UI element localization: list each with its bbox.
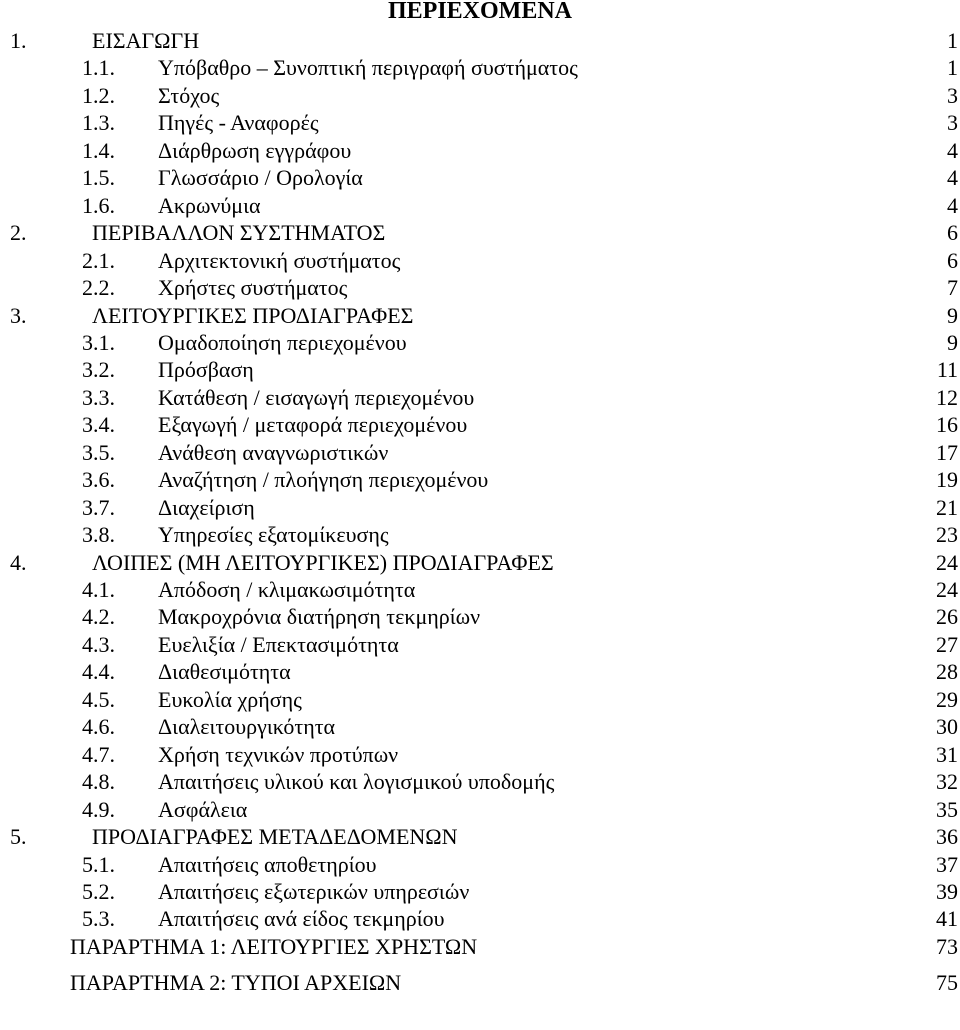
toc-entry-page: 28 <box>936 659 958 685</box>
toc-entry-page: 26 <box>936 604 958 630</box>
toc-entry-page: 9 <box>947 329 958 355</box>
toc-entry-label: Απόδοση / κλιμακωσιμότητα <box>158 577 416 602</box>
toc-entry-number: 3.5. <box>82 439 115 465</box>
toc-entry-number: 3.6. <box>82 467 115 493</box>
toc-dot-leader <box>158 816 920 818</box>
toc-entry[interactable] <box>0 768 960 796</box>
toc-entry-label: Υπηρεσίες εξατομίκευσης <box>158 522 389 548</box>
toc-entry[interactable] <box>0 686 960 714</box>
toc-entry-label: Χρήση τεχνικών προτύπων <box>158 741 399 767</box>
toc-entry-number: 2. <box>10 220 27 246</box>
toc-dot-leader <box>158 212 920 214</box>
toc-entry-number: 4.8. <box>82 769 115 795</box>
toc-entry-number: 4.1. <box>82 577 115 602</box>
toc-entry-label: Ασφάλεια <box>158 796 248 822</box>
toc-entry-label: Διαλειτουργικότητα <box>158 714 336 740</box>
toc-entry-number: 3. <box>10 302 27 328</box>
toc-entry-page: 7 <box>947 275 958 301</box>
toc-entry[interactable] <box>0 631 960 659</box>
toc-entry[interactable] <box>0 356 960 384</box>
toc-entry-page: 12 <box>936 384 958 410</box>
toc-entry-page: 75 <box>936 970 958 995</box>
toc-entry-page: 3 <box>947 110 958 136</box>
toc-entry[interactable] <box>0 823 960 851</box>
toc-entry-number: 4.5. <box>82 686 115 712</box>
toc-entry-number: 5.1. <box>82 851 115 877</box>
toc-entry-label: Αρχιτεκτονική συστήματος <box>158 247 401 273</box>
toc-entry-label: Ανάθεση αναγνωριστικών <box>158 439 389 465</box>
toc-entry-page: 1 <box>947 28 958 53</box>
toc-entry[interactable] <box>0 969 960 997</box>
toc-entry-page: 6 <box>947 220 958 246</box>
toc-entry-label: ΛΟΙΠΕΣ (ΜΗ ΛΕΙΤΟΥΡΓΙΚΕΣ) ΠΡΟΔΙΑΓΡΑΦΕΣ <box>92 549 554 575</box>
toc-entry-page: 35 <box>936 796 958 822</box>
toc-entry-label: Ακρωνύμια <box>158 192 261 218</box>
toc-entry[interactable] <box>0 576 960 604</box>
toc-entry-number: 4.3. <box>82 631 115 657</box>
toc-entry-number: 1.3. <box>82 110 115 136</box>
toc-entry-label: ΛΕΙΤΟΥΡΓΙΚΕΣ ΠΡΟΔΙΑΓΡΑΦΕΣ <box>92 302 414 328</box>
toc-entry[interactable] <box>0 411 960 439</box>
toc-entry-label: Διάρθρωση εγγράφου <box>158 137 352 163</box>
toc-entry-label: Υπόβαθρο – Συνοπτική περιγραφή συστήματος <box>158 55 578 81</box>
toc-entry[interactable] <box>0 137 960 165</box>
toc-entry-number: 5.3. <box>82 906 115 932</box>
toc-entry-label: Στόχος <box>158 82 220 108</box>
toc-entry-number: 3.2. <box>82 357 115 383</box>
toc-entry[interactable] <box>0 82 960 110</box>
toc-entry[interactable] <box>0 466 960 494</box>
toc-entry-label: ΕΙΣΑΓΩΓΗ <box>92 28 200 53</box>
toc-entry-page: 32 <box>936 769 958 795</box>
toc-entry-number: 4.2. <box>82 604 115 630</box>
toc-entry-label: Μακροχρόνια διατήρηση τεκμηρίων <box>158 604 481 630</box>
toc-entry-page: 73 <box>936 933 958 959</box>
toc-entry[interactable] <box>0 302 960 330</box>
toc-entry-label: Απαιτήσεις υλικού και λογισμικού υποδομής <box>158 769 555 795</box>
toc-entry-page: 3 <box>947 82 958 108</box>
toc-entry-number: 4.9. <box>82 796 115 822</box>
toc-entry[interactable] <box>0 54 960 82</box>
toc-entry-page: 37 <box>936 851 958 877</box>
toc-entry-page: 29 <box>936 686 958 712</box>
toc-entry-number: 4.6. <box>82 714 115 740</box>
toc-entry[interactable] <box>0 851 960 879</box>
toc-entry-page: 21 <box>936 494 958 520</box>
toc-entry-page: 1 <box>947 55 958 81</box>
toc-entry-number: 1.5. <box>82 165 115 191</box>
toc-entry[interactable] <box>0 658 960 686</box>
toc-entry-number: 3.4. <box>82 412 115 438</box>
toc-entry-number: 1.2. <box>82 82 115 108</box>
toc-entry-number: 4. <box>10 549 27 575</box>
toc-entry[interactable] <box>0 741 960 769</box>
toc-entry-label: Χρήστες συστήματος <box>158 275 348 301</box>
toc-entry-page: 6 <box>947 247 958 273</box>
toc-entry-label: Γλωσσάριο / Ορολογία <box>158 165 363 191</box>
toc-entry[interactable] <box>0 27 960 55</box>
toc-entry[interactable] <box>0 905 960 933</box>
toc-entry[interactable] <box>0 219 960 247</box>
toc-entry-label: Απαιτήσεις ανά είδος τεκμηρίου <box>158 906 445 932</box>
toc-entry-page: 27 <box>936 631 958 657</box>
toc-entry-number: 4.4. <box>82 659 115 685</box>
toc-entry-page: 41 <box>936 906 958 932</box>
toc-entry[interactable] <box>0 878 960 906</box>
toc-entry[interactable] <box>0 796 960 824</box>
toc-entry-label: ΠΑΡΑΡΤΗΜΑ 2: ΤΥΠΟΙ ΑΡΧΕΙΩΝ <box>70 970 402 995</box>
toc-entry-label: Ομαδοποίηση περιεχομένου <box>158 329 407 355</box>
toc-entry-page: 30 <box>936 714 958 740</box>
toc-entry[interactable] <box>0 274 960 302</box>
toc-entry[interactable] <box>0 933 960 961</box>
toc-entry-label: Διαχείριση <box>158 494 255 520</box>
toc-entry-label: Ευελιξία / Επεκτασιμότητα <box>158 631 399 657</box>
toc-entry[interactable] <box>0 494 960 522</box>
toc-entry-label: Αναζήτηση / πλοήγηση περιεχομένου <box>158 467 489 493</box>
toc-entry-number: 3.1. <box>82 329 115 355</box>
toc-entry-label: Απαιτήσεις εξωτερικών υπηρεσιών <box>158 878 470 904</box>
toc-title: ΠΕΡΙΕΧΟΜΕΝΑ <box>387 0 572 24</box>
toc-entry-label: ΠΕΡΙΒΑΛΛΟΝ ΣΥΣΤΗΜΑΤΟΣ <box>92 220 386 246</box>
toc-entry-label: Εξαγωγή / μεταφορά περιεχομένου <box>158 412 468 438</box>
toc-entry-label: Απαιτήσεις αποθετηρίου <box>158 851 377 877</box>
toc-entry-number: 2.1. <box>82 247 115 273</box>
toc-entry-page: 4 <box>947 165 958 191</box>
toc-entry-page: 31 <box>936 741 958 767</box>
toc-entry-label: ΠΑΡΑΡΤΗΜΑ 1: ΛΕΙΤΟΥΡΓΙΕΣ ΧΡΗΣΤΩΝ <box>70 933 478 959</box>
toc-entry-page: 16 <box>936 412 958 438</box>
toc-entry-number: 3.3. <box>82 384 115 410</box>
toc-entry[interactable] <box>0 329 960 357</box>
toc-entry-number: 1.4. <box>82 137 115 163</box>
toc-dot-leader <box>158 102 920 104</box>
toc-entry-label: Πηγές - Αναφορές <box>158 110 319 136</box>
toc-entry-label: ΠΡΟΔΙΑΓΡΑΦΕΣ ΜΕΤΑΔΕΔΟΜΕΝΩΝ <box>92 824 458 850</box>
toc-entry[interactable] <box>0 521 960 549</box>
toc-entry-number: 2.2. <box>82 275 115 301</box>
toc-entry-page: 23 <box>936 522 958 548</box>
toc-entry[interactable] <box>0 549 960 577</box>
toc-entry-page: 9 <box>947 302 958 328</box>
toc-entry-page: 11 <box>936 357 958 383</box>
toc-entry-page: 4 <box>947 192 958 218</box>
toc-entry-number: 1.6. <box>82 192 115 218</box>
toc-entry[interactable] <box>0 164 960 192</box>
toc-entry-number: 3.8. <box>82 522 115 548</box>
toc-entry[interactable] <box>0 603 960 631</box>
toc-entry-number: 5. <box>10 824 27 850</box>
toc-entry-page: 4 <box>947 137 958 163</box>
toc-entry-label: Διαθεσιμότητα <box>158 659 291 685</box>
toc-entry-number: 3.7. <box>82 494 115 520</box>
toc-entry-number: 5.2. <box>82 878 115 904</box>
toc-entry-label: Πρόσβαση <box>158 357 254 383</box>
toc-entry-label: Ευκολία χρήσης <box>158 686 302 712</box>
toc-entry-page: 19 <box>936 467 958 493</box>
toc-entry-page: 24 <box>936 577 958 602</box>
toc-entry-label: Κατάθεση / εισαγωγή περιεχομένου <box>158 384 475 410</box>
toc-entry[interactable] <box>0 192 960 220</box>
toc-dot-leader <box>158 514 920 516</box>
toc-entry[interactable] <box>0 713 960 741</box>
toc-entry-page: 17 <box>936 439 958 465</box>
toc-entry[interactable] <box>0 384 960 412</box>
toc-entry[interactable] <box>0 247 960 275</box>
toc-entry[interactable] <box>0 439 960 467</box>
toc-dot-leader <box>158 376 920 378</box>
toc-entry-number: 1.1. <box>82 55 115 81</box>
toc-entry-page: 39 <box>936 878 958 904</box>
toc-entry-page: 36 <box>936 824 958 850</box>
toc-entry-number: 4.7. <box>82 741 115 767</box>
toc-entry-page: 24 <box>936 549 958 575</box>
toc-dot-leader <box>92 47 920 49</box>
toc-entry-number: 1. <box>10 28 27 53</box>
toc-entry[interactable] <box>0 109 960 137</box>
